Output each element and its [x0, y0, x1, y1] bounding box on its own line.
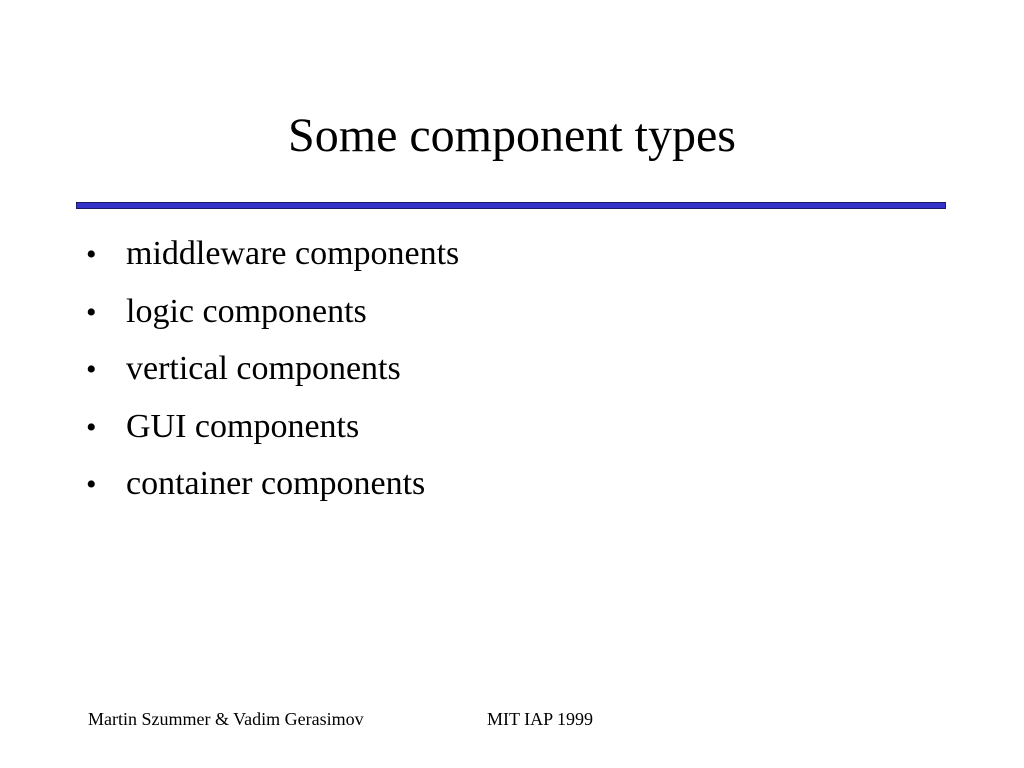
footer-event: MIT IAP 1999	[487, 709, 594, 729]
list-item	[86, 232, 459, 290]
footer-authors: Martin Szummer & Vadim Gerasimov	[88, 709, 364, 729]
bullet-text: container components	[126, 465, 426, 502]
bullet-icon: •	[86, 353, 97, 386]
slide-title: Some component types	[288, 109, 736, 162]
list-item	[86, 347, 459, 405]
bullet-icon: •	[86, 295, 97, 329]
bullet-icon: •	[86, 468, 97, 501]
bullet-text: vertical components	[126, 350, 401, 387]
list-item	[86, 290, 459, 348]
list-item	[86, 405, 459, 463]
bullet-icon: •	[86, 410, 97, 444]
list-item	[86, 462, 459, 520]
bullet-text: GUI components	[126, 407, 360, 445]
bullet-text: logic components	[126, 292, 367, 330]
bullet-list	[86, 232, 459, 520]
bullet-icon: •	[86, 238, 97, 271]
bullet-text: middleware components	[126, 235, 460, 272]
title-divider	[76, 202, 946, 209]
